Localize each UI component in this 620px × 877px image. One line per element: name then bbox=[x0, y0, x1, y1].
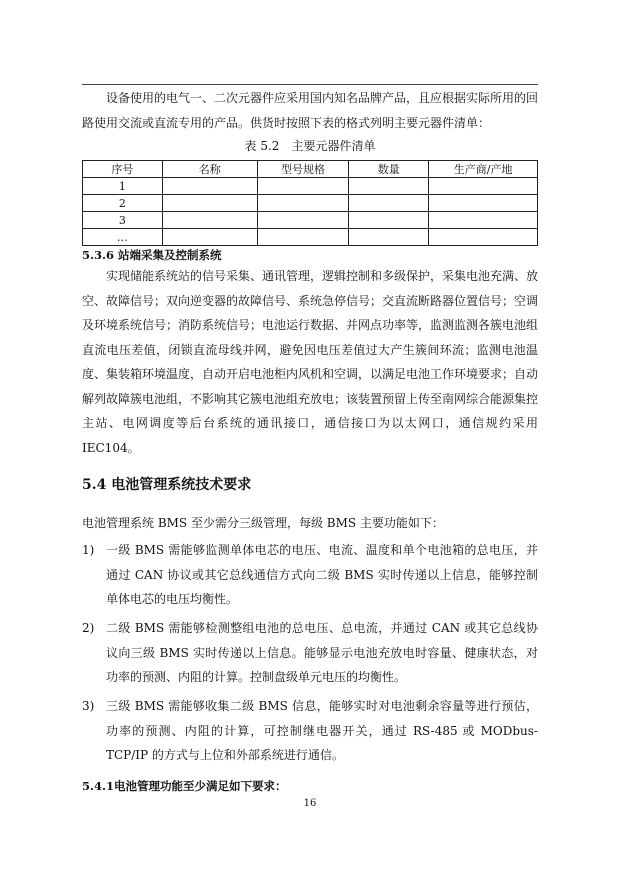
table-cell bbox=[429, 212, 538, 229]
table-cell bbox=[162, 212, 257, 229]
section-heading-5-4: 5.4 电池管理系统技术要求 bbox=[82, 477, 252, 493]
table-cell bbox=[429, 195, 538, 212]
list-item-text: 三级 BMS 需能够收集二级 BMS 信息，能够实时对电池剩余容量等进行预估，功率的预测、内阻的计算，可控制继电器开关，通过 RS-485 或 MODbus-TCP/IP 的方式与上位和外部系统进行通信。 bbox=[106, 699, 538, 762]
table-header-cell: 序号 bbox=[83, 161, 163, 178]
table-row bbox=[83, 212, 538, 229]
section-heading-5-4-1: 5.4.1电池管理功能至少满足如下要求： bbox=[82, 779, 287, 793]
table-cell: 1 bbox=[83, 178, 163, 195]
components-table bbox=[82, 160, 538, 246]
table-cell: 2 bbox=[83, 195, 163, 212]
table-cell bbox=[162, 195, 257, 212]
table-row bbox=[83, 178, 538, 195]
table-cell bbox=[349, 212, 429, 229]
table-header-row bbox=[83, 161, 538, 178]
page-number: 16 bbox=[303, 798, 317, 809]
table-cell bbox=[257, 212, 349, 229]
section-heading-5-3-6: 5.3.6 站端采集及控制系统 bbox=[82, 248, 222, 262]
list-item-number: 2) bbox=[82, 621, 95, 635]
section-5-4-intro: 电池管理系统 BMS 至少需分三级管理，每级 BMS 主要功能如下： bbox=[82, 516, 444, 530]
table-header-cell: 生产商/产地 bbox=[429, 161, 538, 178]
table-cell bbox=[257, 195, 349, 212]
table-cell bbox=[257, 229, 349, 246]
table-cell bbox=[429, 229, 538, 246]
list-item-text: 二级 BMS 需能够检测整组电池的总电压、总电流，并通过 CAN 或其它总线协议向三级 BMS 实时传递以上信息。能够显示电池充放电时容量、健康状态，对功率的预测、内阻的计算。控制盘级单元电压的均衡性。 bbox=[106, 621, 538, 684]
table-header-cell: 型号规格 bbox=[257, 161, 349, 178]
table-cell: … bbox=[83, 229, 163, 246]
table-header-cell: 数量 bbox=[349, 161, 429, 178]
table-cell bbox=[162, 178, 257, 195]
table-cell bbox=[162, 229, 257, 246]
list-item-number: 1) bbox=[82, 543, 95, 557]
table-cell bbox=[349, 229, 429, 246]
table-cell bbox=[257, 178, 349, 195]
header-rule bbox=[82, 84, 538, 85]
list-item-text: 一级 BMS 需能够监测单体电芯的电压、电流、温度和单个电池箱的总电压，并通过 CAN 协议或其它总线通信方式向二级 BMS 实时传递以上信息，能够控制单体电芯的电压均衡性。 bbox=[106, 543, 538, 606]
section-5-3-6-body: 实现储能系统站的信号采集、通讯管理，逻辑控制和多级保护，采集电池充满、放空、故障信号；双向逆变器的故障信号、系统急停信号；交直流断路器位置信号；空调及环境系统信号；消防系统信号；电池运行数据、并网点功率等，监测监测各簇电池组直流电压差值，闭锁直流母线并网，避免因电压差值过大产生簇间环流；监测电池温度、集装箱环境温度，自动开启电池柜内风机和空调，以满足电池工作环境要求；自动解列故障簇电池组，不影响其它簇电池组充放电；该装置预留上传至南网综合能源集控主站、电网调度等后台系统的通讯接口，通信接口为以太网口，通信规约采用IEC104。 bbox=[82, 269, 539, 455]
table-header-cell: 名称 bbox=[162, 161, 257, 178]
table-row bbox=[83, 195, 538, 212]
table-row bbox=[83, 229, 538, 246]
table-cell: 3 bbox=[83, 212, 163, 229]
table-caption: 表 5.2 主要元器件清单 bbox=[244, 139, 376, 153]
intro-paragraph: 设备使用的电气一、二次元器件应采用国内知名品牌产品，且应根据实际所用的回路使用交流或直流专用的产品。供货时按照下表的格式列明主要元器件清单： bbox=[82, 91, 539, 130]
table-cell bbox=[349, 178, 429, 195]
table-cell bbox=[429, 178, 538, 195]
table-cell bbox=[349, 195, 429, 212]
list-item-number: 3) bbox=[82, 699, 95, 713]
